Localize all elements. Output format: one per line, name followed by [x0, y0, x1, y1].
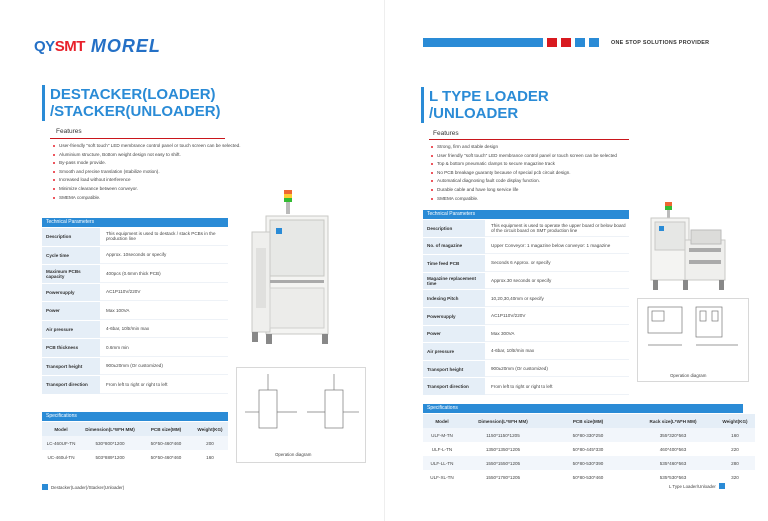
- title-accent-bar: [421, 87, 424, 123]
- header-band-red-2: [561, 38, 571, 47]
- features-divider: [429, 139, 629, 140]
- tech-param-value: 900±20mm (Or customized): [100, 358, 228, 376]
- tech-param-value: Max 100VA: [100, 302, 228, 320]
- diagram-caption: Operation diagram: [275, 452, 312, 457]
- spec-column-header: PCB size(MM): [572, 418, 604, 424]
- tech-param-value: 0.6mm min: [100, 339, 228, 357]
- tech-param-row: [423, 326, 629, 344]
- tech-param-label: Indexing Pitch: [423, 290, 485, 307]
- spec-column-header: Rack size(L*W*H MM): [649, 418, 697, 424]
- page-title: DESTACKER(LOADER) /STACKER(UNLOADER): [50, 86, 221, 120]
- tech-param-value: From left to right or right to left: [100, 376, 228, 394]
- brand-logo: [34, 36, 161, 57]
- tech-param-label: Powersupply: [42, 284, 100, 302]
- footer-text: L Type Loader/Unloader: [669, 483, 716, 489]
- operation-diagram-drawing: [237, 368, 365, 438]
- spec-cell: 320: [731, 474, 739, 480]
- spec-row: [423, 442, 755, 456]
- tech-param-label: Powersupply: [423, 308, 485, 325]
- operation-diagram: [236, 367, 366, 463]
- tech-param-row: [42, 284, 228, 303]
- footer-text: Destacker(Loader)/Stacker(Unloader): [51, 484, 125, 490]
- spec-cell: ULF-M-TN: [431, 432, 453, 438]
- spec-cell: 50*50-460*460: [150, 454, 182, 460]
- spec-cell: 535*530*563: [659, 474, 687, 480]
- spec-column-header: Model: [435, 418, 449, 424]
- spec-cell: 200: [206, 440, 214, 446]
- tech-param-row: [423, 308, 629, 326]
- operation-diagram: [637, 298, 749, 382]
- spec-column-header: Dimension(L*W*H MM): [478, 418, 528, 424]
- tech-param-row: [42, 339, 228, 358]
- tech-param-label: Time feed PCB: [423, 255, 485, 272]
- tech-param-value: Approx.30 seconds or specify: [485, 273, 629, 290]
- header-band-blue-2: [575, 38, 585, 47]
- page-footer: [42, 484, 124, 490]
- tech-params-heading: Technical Parameters: [42, 218, 228, 227]
- features-divider: [50, 138, 225, 139]
- spec-cell: 1150*1150*1205: [486, 432, 520, 438]
- tech-param-value: 400pcs (0.6mm thick PCB): [100, 265, 228, 283]
- tech-param-row: [423, 220, 629, 238]
- spec-row: [42, 436, 228, 450]
- tech-param-value: Seconds 6 Approx. or specify: [485, 255, 629, 272]
- tech-param-label: Description: [42, 228, 100, 246]
- feature-item: Smooth and precise translation (stabilize motion).: [53, 168, 241, 177]
- specifications-heading: Specifications: [42, 412, 228, 421]
- slogan: ONE STOP SOLUTIONS PROVIDER: [611, 40, 710, 46]
- diagram-caption: Operation diagram: [670, 373, 707, 378]
- spec-row: [423, 470, 755, 484]
- spec-cell: 530*800*1200: [95, 440, 125, 446]
- feature-item: Increased load without interference: [53, 176, 241, 185]
- page-title: L TYPE LOADER /UNLOADER: [429, 88, 549, 122]
- page-footer: [669, 483, 725, 489]
- feature-item: User friendly "soft touch" LED membrance control panel or touch screen can be selected: [431, 152, 617, 161]
- spec-cell: 50*80-445*330: [572, 446, 604, 452]
- features-list: [53, 142, 241, 202]
- tech-param-row: [423, 238, 629, 256]
- tech-param-value: 4-6bar, 10ltr/min max: [100, 321, 228, 339]
- tech-param-value: 4-6bar, 10ltr/min max: [485, 343, 629, 360]
- feature-item: Top & bottom pneumatic clamps to secure magazine track: [431, 160, 617, 169]
- feature-item: SMEMA compatible.: [53, 194, 241, 203]
- l-type-loader-image: [641, 200, 733, 300]
- feature-item: Automatical diagnosing fault code display function.: [431, 177, 617, 186]
- tech-param-value: Upper Conveyor: 1 magazine below conveyor: 1 magazine: [485, 238, 629, 255]
- tech-param-value: From left to right or right to left: [485, 378, 629, 395]
- destacker-machine-image: [246, 188, 342, 358]
- header-band-blue-3: [589, 38, 599, 47]
- spec-cell: ULF-XL-TN: [430, 474, 454, 480]
- spec-row: [423, 428, 755, 442]
- feature-item: By-pass mode provide.: [53, 159, 241, 168]
- feature-item: Strong, firm and stable design: [431, 143, 617, 152]
- footer-marker: [42, 484, 48, 490]
- header-band-blue: [423, 38, 543, 47]
- spec-cell: 50*50-460*460: [150, 440, 182, 446]
- tech-param-label: Maximum PCBs capacity: [42, 265, 100, 283]
- spec-cell: 50*80-530*460: [572, 474, 604, 480]
- spec-row: [423, 456, 755, 470]
- tech-param-value: AC1P110V/220V: [485, 308, 629, 325]
- logo-morel: MOREL: [90, 36, 161, 56]
- spec-cell: 355*320*563: [659, 432, 687, 438]
- tech-param-label: PCB thickness: [42, 339, 100, 357]
- tech-param-label: Transport height: [423, 361, 485, 378]
- tech-param-row: [42, 265, 228, 284]
- tech-param-label: Cycle time: [42, 247, 100, 265]
- spec-cell: ULF-L-TN: [431, 446, 453, 452]
- spec-cell: UC-460ul-TN: [47, 454, 75, 460]
- features-heading: Features: [56, 128, 82, 135]
- spec-column-header: Weight(KG): [197, 426, 223, 432]
- spec-cell: 503*889*1200: [95, 454, 125, 460]
- tech-param-row: [423, 273, 629, 291]
- feature-item: Aluminium structure, Bottom weight design not easy to shift.: [53, 151, 241, 160]
- spec-cell: 1350*1350*1205: [485, 446, 521, 452]
- tech-param-label: Transport height: [42, 358, 100, 376]
- tech-param-value: 10,20,30,40mm or specify: [485, 290, 629, 307]
- feature-item: No PCB breakage guaranty because of special pcb circuit design.: [431, 169, 617, 178]
- tech-param-row: [423, 378, 629, 396]
- tech-params-heading: Technical Parameters: [423, 210, 629, 219]
- tech-param-value: AC1P110V/220V: [100, 284, 228, 302]
- features-list: [431, 143, 617, 203]
- spec-cell: 1550*1780*1205: [485, 474, 521, 480]
- tech-param-row: [42, 247, 228, 266]
- spec-cell: LC-460UF-TN: [46, 440, 76, 446]
- tech-param-row: [42, 358, 228, 377]
- tech-param-label: No. of magazine: [423, 238, 485, 255]
- tech-param-row: [42, 321, 228, 340]
- spec-cell: 50*80-330*250: [572, 432, 604, 438]
- operation-diagram-drawing: [638, 299, 748, 363]
- tech-param-row: [42, 302, 228, 321]
- tech-param-label: Transport direction: [423, 378, 485, 395]
- header-band-red-1: [547, 38, 557, 47]
- tech-param-row: [42, 228, 228, 247]
- tech-param-label: Transport direction: [42, 376, 100, 394]
- tech-param-label: Air pressure: [42, 321, 100, 339]
- feature-item: Durable cable and have long service life: [431, 186, 617, 195]
- tech-param-row: [42, 376, 228, 395]
- spec-cell: 220: [731, 446, 739, 452]
- spec-cell: 160: [731, 432, 739, 438]
- spec-column-header: Dimension(L*W*H MM): [85, 426, 135, 432]
- spec-cell: 280: [731, 460, 739, 466]
- title-accent-bar: [42, 85, 45, 121]
- spec-cell: ULF-LL-TN: [430, 460, 454, 466]
- feature-item: User-friendly "soft touch" LED membrance control panel or touch screen can be selected.: [53, 142, 241, 151]
- spec-cell: 535*460*563: [659, 460, 687, 466]
- tech-param-row: [423, 290, 629, 308]
- tech-param-value: Max 300VA: [485, 326, 629, 343]
- tech-param-value: This equipment is used to destack / stack PCBs in the production line: [100, 228, 228, 246]
- spec-header-row: [423, 414, 755, 428]
- tech-param-label: Air pressure: [423, 343, 485, 360]
- features-heading: Features: [433, 130, 459, 137]
- spec-column-header: PCB size(MM): [150, 426, 182, 432]
- feature-item: SMEMA compatible.: [431, 195, 617, 204]
- spec-cell: 50*80-530*390: [572, 460, 604, 466]
- right-page: [384, 0, 768, 521]
- tech-param-label: Power: [42, 302, 100, 320]
- tech-param-row: [423, 255, 629, 273]
- tech-param-label: Power: [423, 326, 485, 343]
- tech-param-value: 900±20mm (Or customized): [485, 361, 629, 378]
- specifications-heading: Specifications: [423, 404, 743, 413]
- tech-param-label: Description: [423, 220, 485, 237]
- spec-row: [42, 450, 228, 464]
- feature-item: Minimize clearance between conveyor.: [53, 185, 241, 194]
- spec-cell: 460*400*563: [659, 446, 687, 452]
- spec-column-header: Model: [54, 426, 68, 432]
- footer-marker: [719, 483, 725, 489]
- tech-param-value: Approx. 10seconds or specify: [100, 247, 228, 265]
- tech-param-value: This equipment is used to operate the upper board or below board of the circuit board on SMT production line: [485, 220, 629, 237]
- tech-param-row: [423, 361, 629, 379]
- tech-param-label: Magazine replacement time: [423, 273, 485, 290]
- spec-column-header: Weight(KG): [722, 418, 748, 424]
- spec-header-row: [42, 422, 228, 436]
- logo-qysmt: QYSMT: [34, 38, 85, 55]
- spec-cell: 1550*1550*1205: [485, 460, 521, 466]
- spec-cell: 160: [206, 454, 214, 460]
- tech-param-row: [423, 343, 629, 361]
